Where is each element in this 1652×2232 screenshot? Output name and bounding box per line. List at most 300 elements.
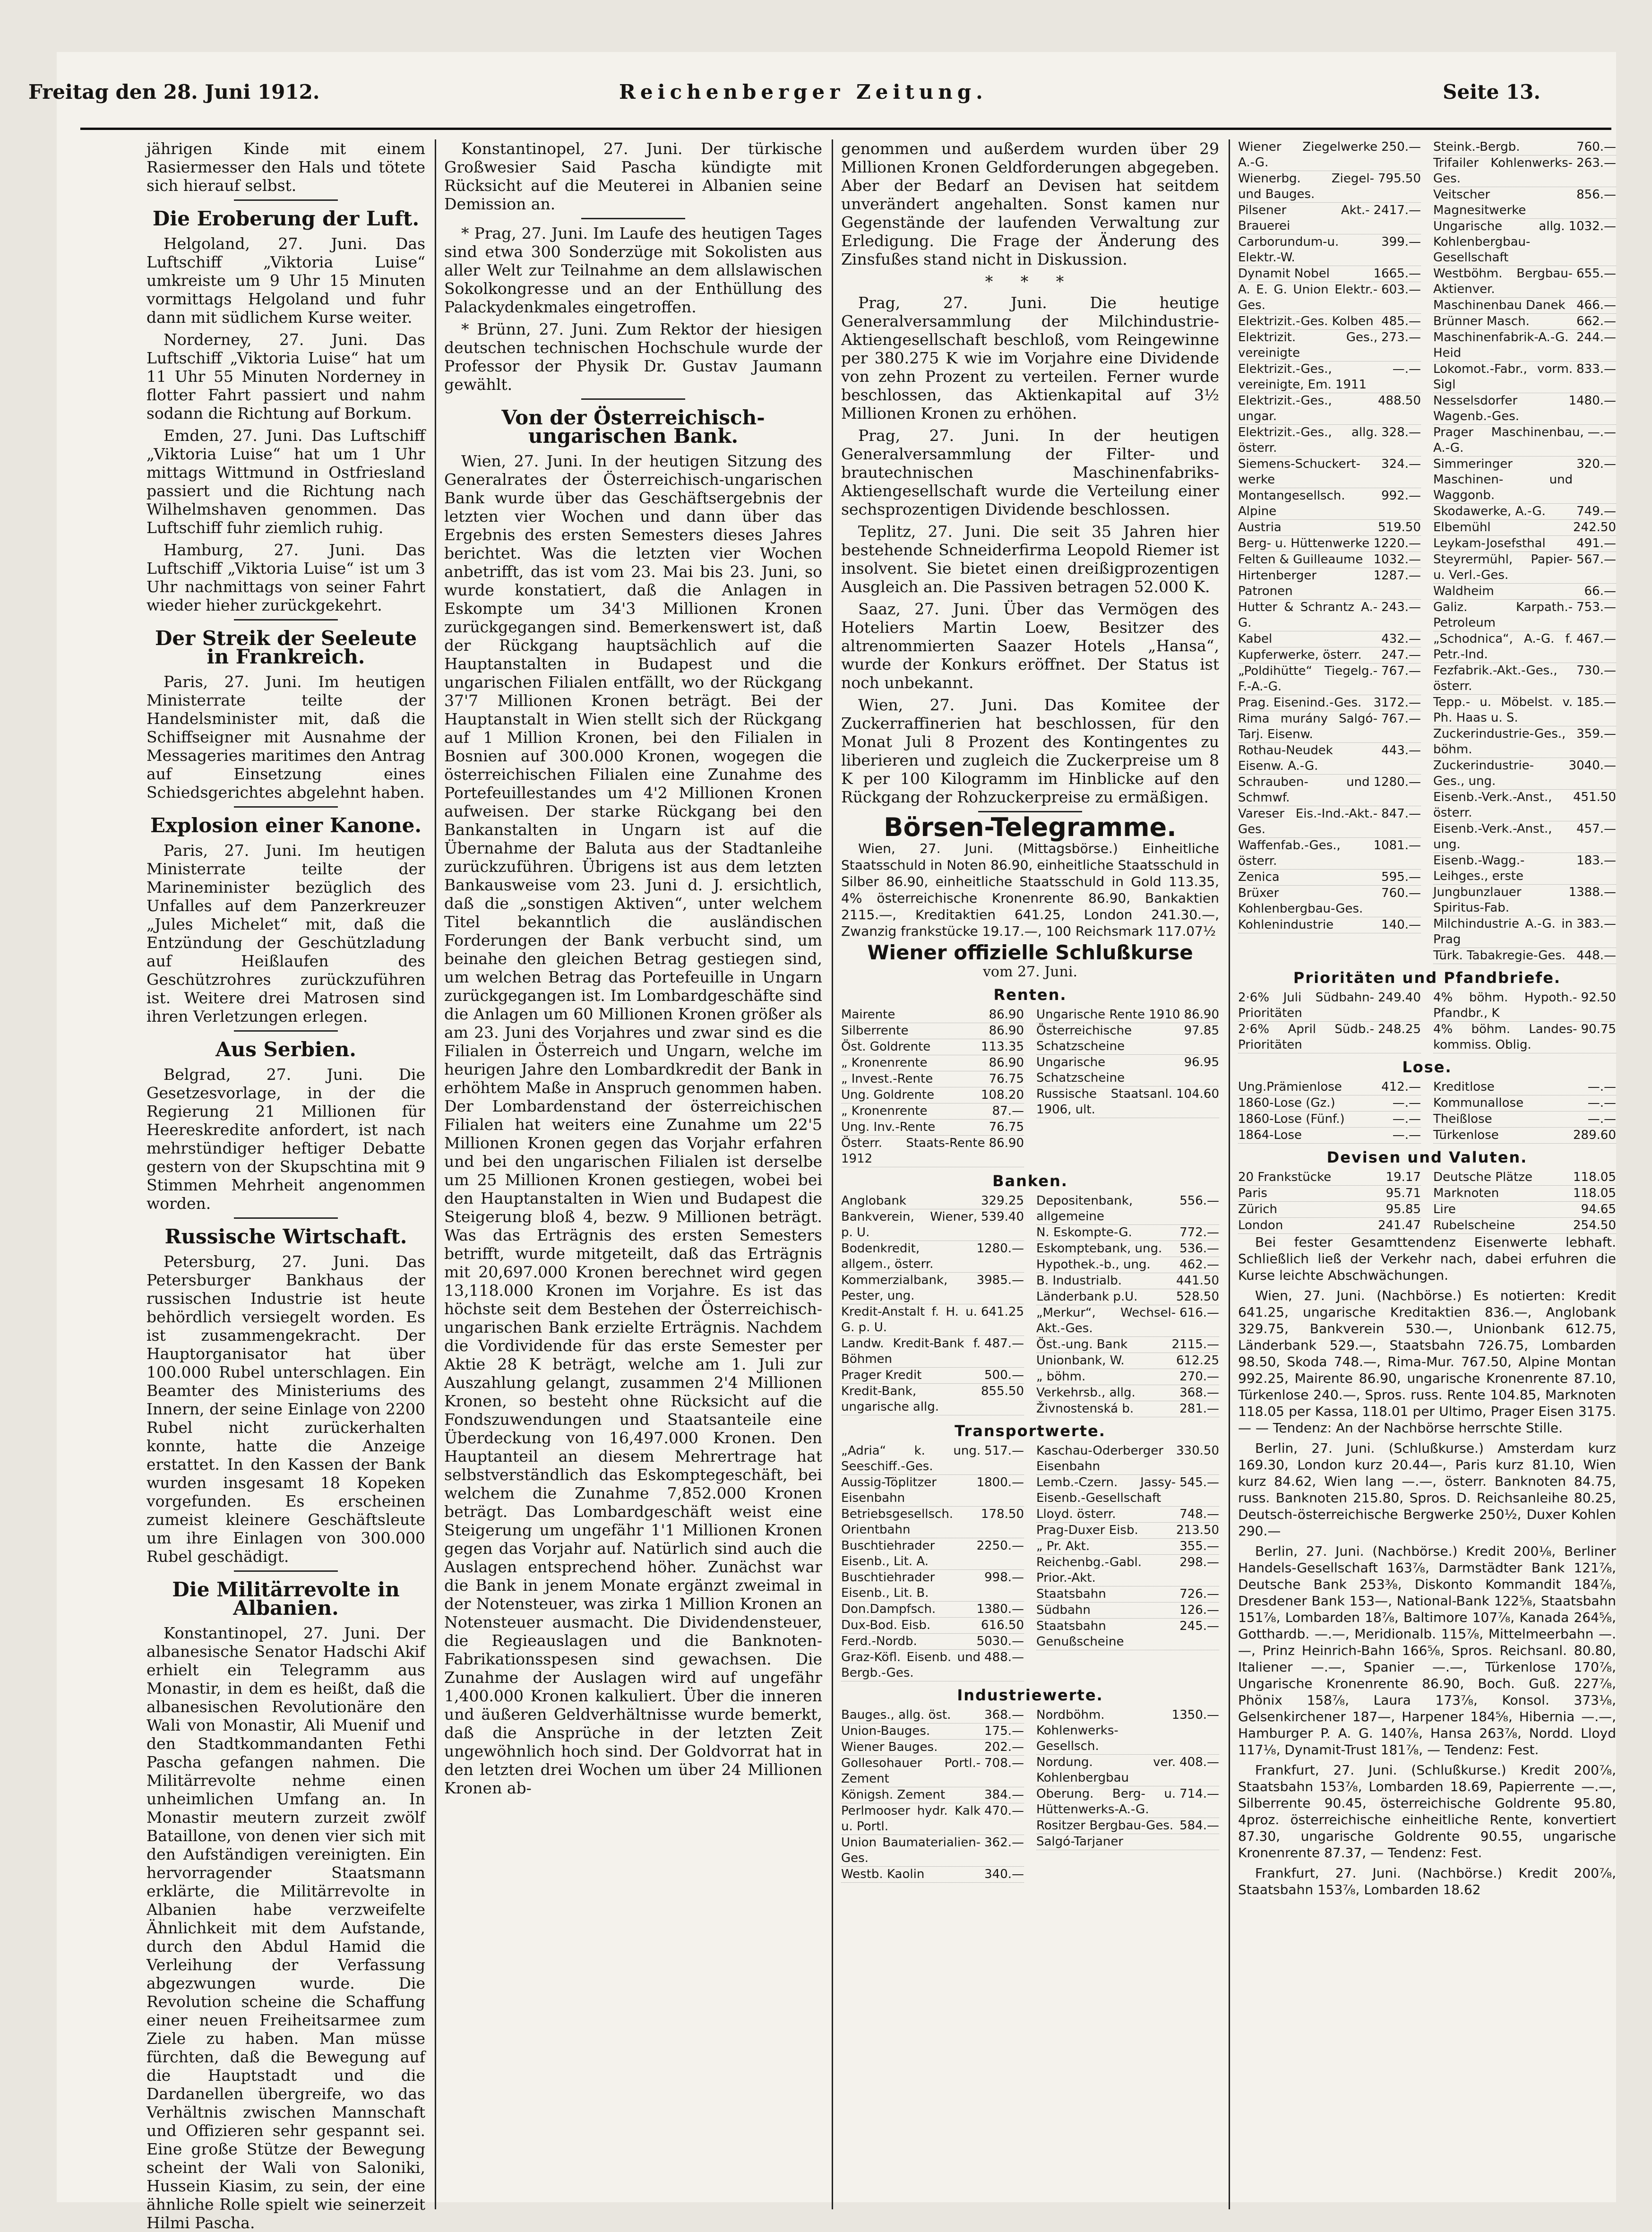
quote-name: Ung. Inv.-Rente [841,1120,936,1134]
quote-row [1238,990,1421,1022]
quote-row [1036,1523,1219,1539]
quote-row [1238,1079,1421,1095]
quote-name: B. Industrialb. [1036,1274,1122,1288]
berlin-schlusskurse: Berlin, 27. Juni. (Schlußkurse.) Amsterdam kurz 169.30, London kurz 20.44—, Paris kurz 81.10, Wien kurz 84.62, Wien lang —.—, österr. Banknoten 84.75, russ. Banknoten 215.80, Spros. D. Reichsanleihe 80.25, Deutsch-österreichische Bergwerke 250½, Duxer Kohlen 290.— [1238,1440,1616,1539]
quote-value: 441.50 [1176,1274,1219,1288]
quote-row [1238,568,1421,600]
quote-name: Skodawerke, A.-G. [1433,504,1546,518]
quote-name: Staatsbahn Genußscheine [1036,1619,1124,1649]
quote-row [841,1618,1024,1634]
column-1 [146,139,425,2232]
quote-name: „ Kronenrente [841,1104,928,1118]
quote-row [1238,1186,1421,1202]
quote-name: Simmeringer Maschinen- und Waggonb. [1433,457,1573,502]
quote-row [841,1835,1024,1867]
quote-value: —.— [1392,1128,1421,1142]
quote-row [1238,203,1421,234]
quote-row [1433,1022,1616,1053]
quote-row [1433,266,1616,298]
quote-name: Eisenb.-Wagg.-Leihges., erste [1433,853,1525,883]
quote-row [1036,1353,1219,1369]
quote-name: Živnostenská b. [1036,1402,1134,1416]
quote-row [841,1650,1024,1681]
quote-value: 612.25 [1176,1353,1219,1368]
quote-value: 491.— [1576,536,1616,551]
quote-name: Wiener Ziegelwerke A.-G. [1238,140,1378,170]
quote-value: 616.50 [981,1618,1024,1632]
quote-name: Maschinenbau Danek [1433,298,1566,312]
quote-row [1238,664,1421,695]
quote-name: „ Pr. Akt. [1036,1539,1090,1553]
quote-name: 1860-Lose (Fünf.) [1238,1112,1345,1126]
quote-name: Ung.Prämienlose [1238,1080,1342,1094]
quote-value: 241.47 [1378,1218,1421,1232]
quote-row [841,1023,1024,1039]
quote-row [1036,1619,1219,1650]
quote-row [1433,1186,1616,1202]
quote-value: 488.— [984,1650,1024,1664]
quote-row [841,1273,1024,1304]
quote-value: 517.— [984,1444,1024,1458]
quote-value: —.— [1392,1096,1421,1110]
quote-value: 1388.— [1568,885,1616,899]
quote-name: Perlmooser hydr. Kalk u. Portl. [841,1804,981,1834]
quote-row [1238,838,1421,870]
quote-value: 340.— [984,1867,1024,1881]
quote-name: „Schodnica“, A.-G. f. Petr.-Ind. [1433,632,1573,662]
quote-value: 298.— [1179,1555,1219,1569]
table-prioritaeten [1238,990,1616,1053]
quote-value: 202.— [984,1740,1024,1754]
quote-value: 243.— [1381,600,1421,614]
quote-row [1433,695,1616,726]
quote-value: 95.85 [1385,1202,1421,1216]
quote-row [841,1570,1024,1602]
article-hamburg: Hamburg, 27. Juni. Das Luftschiff „Viktoria Luise“ ist um 3 Uhr nachmittags von seiner Fahrt wieder hieher zurückgekehrt. [146,541,425,614]
quote-row [1433,916,1616,948]
quote-name: Verkehrsb., allg. [1036,1386,1136,1400]
quote-row [1036,1603,1219,1619]
quote-row [1036,1507,1219,1523]
quote-row [841,1475,1024,1507]
section-renten: Renten. [993,986,1067,1004]
quote-value: 368.— [984,1708,1024,1722]
quote-value: 359.— [1576,727,1616,741]
quote-row [1238,520,1421,536]
quote-value: 1350.— [1171,1708,1219,1722]
quote-value: 767.— [1381,664,1421,678]
header-rule [80,128,1611,130]
heading-streik: Der Streik der Seeleute in Frankreich. [155,627,417,668]
quote-value: 320.— [1576,457,1616,471]
quote-name: Brüxer Kohlenbergbau-Ges. [1238,886,1363,916]
quote-value: 86.90 [1184,1008,1219,1022]
table-industrie [841,1707,1219,1883]
quote-name: Ferd.-Nordb. [841,1634,917,1648]
page-header [28,76,1540,118]
quote-value: 714.— [1179,1787,1219,1801]
quote-value: 384.— [984,1788,1024,1802]
quote-value: 126.— [1179,1603,1219,1617]
quote-name: Länderbank p.U. [1036,1290,1138,1304]
quote-value: 856.— [1576,188,1616,202]
quote-name: Westb. Kaolin [841,1867,925,1881]
quote-name: Königsh. Zement [841,1788,946,1802]
quote-row [1238,425,1421,457]
separator [234,199,338,201]
quote-row [1036,1475,1219,1507]
quote-value: 451.50 [1573,790,1616,804]
article-bruenn: * Brünn, 27. Juni. Zum Rektor der hiesigen deutschen technischen Hochschule wurde der Professor der Physik Dr. Gustav Jaumann gewählt. [444,320,822,394]
quote-row [1238,886,1421,917]
heading-bank: Von der Österreichisch-ungarischen Bank. [501,406,765,448]
quote-name: Prager Maschinenbau, A.-G. [1433,425,1584,455]
quote-row [1433,362,1616,393]
quote-row [1433,1170,1616,1186]
quote-value: 3172.— [1373,696,1421,710]
quote-row [1238,1170,1421,1186]
quote-value: 462.— [1179,1258,1219,1272]
quote-value: 245.— [1179,1619,1219,1633]
article-serbien: Belgrad, 27. Juni. Die Gesetzesvorlage, in der die Regierung 21 Millionen für Heereskredite anfordert, ist nach mehrstündiger heftiger Debatte gestern von der Skupschtina mit 9 Stimmen Mehrheit angenommen worden. [146,1065,425,1213]
quote-name: Kaschau-Oderberger Eisenbahn [1036,1444,1163,1474]
quote-name: Elektrizit.-Ges., vereinigte, Em. 1911 [1238,362,1367,392]
article-milchindustrie: Prag, 27. Juni. Die heutige Generalversammlung der Milchindustrie-Aktiengesellschaft beschloß, vom Reingewinne per 380.275 K wie im Vorjahre eine Dividende von zehn Prozent zu verteilen. Ferner wurde beschlossen, das Aktienkapital auf 3½ Millionen Kronen zu erhöhen. [841,293,1219,422]
quote-name: Reichenbg.-Gabl. Prior.-Akt. [1036,1555,1142,1585]
quote-row [841,1634,1024,1650]
quote-name: Hirtenberger Patronen [1238,569,1317,598]
quote-row [1433,298,1616,314]
quote-name: „Poldihütte“ Tiegelg.-F.-A.-G. [1238,664,1378,694]
quote-name: Türk. Tabakregie-Ges. [1433,948,1566,963]
quote-value: 432.— [1381,632,1421,646]
quote-value: 254.50 [1573,1218,1616,1232]
quote-row [1433,1079,1616,1095]
quote-name: Schrauben- und Schmwf. [1238,775,1370,805]
quote-row [1433,790,1616,821]
quote-row [1036,1337,1219,1353]
quote-name: Buschtiehrader Eisenb., Lit. B. [841,1570,935,1600]
quote-value: 3985.— [976,1273,1024,1287]
quote-row [1433,853,1616,885]
separator [234,619,338,620]
quote-value: 467.— [1576,632,1616,646]
quote-name: 4% böhm. Hypoth.-Pfandbr., K [1433,991,1577,1020]
article-teplitz: Teplitz, 27. Juni. Die seit 35 Jahren hier bestehende Schneiderfirma Leopold Riemer ist insolvent. Sie bietet einen dreißigprozentigen Ausgleich an. Die Passiven betragen 52.000 K. [841,522,1219,596]
quote-name: Buschtiehrader Eisenb., Lit. A. [841,1539,935,1568]
quote-value: 448.— [1576,948,1616,963]
quote-row [841,1007,1024,1023]
quote-name: Gollesohauer Portl.-Zement [841,1756,981,1786]
quote-value: 92.50 [1581,991,1616,1005]
quote-row [1036,1369,1219,1385]
quote-value: 250.— [1381,140,1421,154]
quote-value: 140.— [1381,918,1421,932]
quote-name: Kreditlose [1433,1080,1495,1094]
table-banken [841,1193,1219,1417]
quote-value: 273.— [1381,330,1421,345]
heading-explosion: Explosion einer Kanone. [150,814,422,837]
quote-name: Öst. Goldrente [841,1040,931,1054]
quote-value: 662.— [1576,314,1616,328]
quote-value: 1800.— [976,1475,1024,1490]
quote-value: 213.50 [1176,1523,1219,1537]
quote-name: Elbemühl [1433,520,1491,534]
quote-name: Nordung. ver. Kohlenbergbau [1036,1755,1176,1785]
quote-row [841,1193,1024,1209]
quote-row [841,1304,1024,1336]
quote-value: 726.— [1179,1587,1219,1601]
quote-value: —.— [1587,425,1616,440]
quote-row [1433,600,1616,631]
quote-name: Rositzer Bergbau-Ges. [1036,1818,1174,1833]
quote-name: Rothau-Neudek Eisenw. A.-G. [1238,743,1333,773]
quote-name: Austria [1238,520,1282,534]
article-norderney: Norderney, 27. Juni. Das Luftschiff „Viktoria Luise“ hat um 11 Uhr 55 Minuten Norderney in flotter Fahrt passiert und nahm sodann die Richtung auf Borkum. [146,330,425,422]
quote-row [1238,552,1421,568]
quote-value: 833.— [1576,362,1616,376]
quote-name: Elektrizit.-Ges. Kolben [1238,314,1374,328]
quote-row [1238,139,1421,171]
schlusskurse-date: vom 27. Juni. [982,964,1078,980]
quote-row [841,1120,1024,1136]
quote-name: Carborundum-u. Elektr.-W. [1238,235,1339,265]
quote-name: Tepp.- u. Möbelst. v. Ph. Haas u. S. [1433,695,1573,725]
article-russland: Petersburg, 27. Juni. Das Petersburger Bankhaus der russischen Industrie ist heute behördlich versiegelt worden. Es ist zusammengekracht. Der Hauptorganisator hat über 100.000 Rubel unterschlagen. Ein Beamter des Ministeriums des Innern, der seine Einlage von 2200 Rubel nicht zurückerhalten konnte, hatte die Anzeige erstattet. In den Kassen der Bank wurden insgesamt 18 Kopeken vorgefunden. Es erscheinen zumeist kleinere Geschäftsleute um ihre Einlagen von 300.000 Rubel geschädigt. [146,1252,425,1566]
quote-row [1433,1202,1616,1218]
quote-row [1433,520,1616,536]
quote-name: Kupferwerke, österr. [1238,648,1362,662]
section-industrie: Industriewerte. [957,1686,1103,1704]
article-helgoland: Helgoland, 27. Juni. Das Luftschiff „Viktoria Luise“ umkreiste um 9 Uhr 15 Minuten vormittags Helgoland und fuhr dann mit südlichem Kurse weiter. [146,234,425,327]
quote-name: Veitscher Magnesitwerke [1433,188,1526,217]
quote-name: Österr. Staats-Rente 1912 [841,1136,985,1166]
quote-name: Milchindustrie A.-G. in Prag [1433,917,1573,947]
quote-name: 2·6% Juli Südbahn-Prioritäten [1238,991,1375,1020]
table-devisen [1238,1170,1616,1234]
quote-value: 118.05 [1573,1186,1616,1200]
quote-row [841,1538,1024,1570]
quote-name: Aussig-Töplitzer Eisenbahn [841,1475,937,1505]
quote-value: 1280.— [1373,775,1421,789]
quote-row [1036,1257,1219,1273]
wien-nachboerse: Wien, 27. Juni. (Nachbörse.) Es notierten: Kredit 641.25, ungarische Kreditaktien 836.—, Anglobank 329.75, Bankverein 530.—, Unionbank 612.75, Länderbank 529.—, Staatsbahn 726.75, Lombarden 98.50, Skoda 748.—, Rima-Mur. 767.50, Alpine Montan 992.25, Mairente 86.90, ungarische Kronenrente 87.10, Türkenlose 240.—, Spros. russ. Rente 104.85, Marknoten 118.05 per Kassa, 118.01 per Ultimo, Prager Eisen 3175.— — Tendenz: An der Nachbörse herrschte Stille. [1238,1288,1616,1436]
quote-value: 847.— [1381,807,1421,821]
table-industrie-continued [1238,139,1616,964]
quote-name: Ungarische allg. Kohlenbergbau-Gesellschaft [1433,219,1565,265]
quote-row [1036,1023,1219,1055]
quote-row [1433,155,1616,187]
quote-value: 2250.— [976,1539,1024,1553]
quote-name: Ung. Goldrente [841,1088,935,1102]
article-filter: Prag, 27. Juni. In der heutigen Generalversammlung der Filter- und brautechnischen Maschinenfabriks-Aktiengesellschaft wurde die Verteilung einer sechsprozentigen Dividende beschlossen. [841,426,1219,518]
quote-name: Elektrizit.-Ges., allg. österr. [1238,425,1378,455]
quote-value: —.— [1587,1112,1616,1126]
quote-name: Waffenfab.-Ges., österr. [1238,838,1341,868]
quote-name: Zürich [1238,1202,1277,1216]
quote-value: 748.— [1179,1507,1219,1521]
quote-row [1238,266,1421,282]
quote-name: Russische Staatsanl. 1906, ult. [1036,1087,1173,1117]
quote-row [1433,457,1616,504]
quote-row [1238,282,1421,314]
quote-row [1036,1289,1219,1305]
article-albanien: Konstantinopel, 27. Juni. Der albanesische Senator Hadschi Akif erhielt ein Telegramm aus Monastir, in dem es heißt, daß die albanesischen Revolutionäre den Wali von Monastir, Ali Muenif und den Stadtkommandanten Fethi Pascha gefangen nahmen. Die Militärrevolte nehme einen unheimlichen Umfang an. In Monastir meutern zurzeit zwölf Bataillone, von denen vier sich mit den Aufständigen vereinigten. Ein hervorragender Staatsmann erklärte, die Militärrevolte in Albanien habe verzweifelte Ähnlichkeit mit dem Aufstande, durch den Abdul Hamid die Verleihung der Verfassung abgezwungen wurde. Die Revolution scheine die Schaffung einer neuen Freiheitsarmee zum Ziele zu haben. Man müsse fürchten, daß die Bewegung auf die Hauptstadt und die Dardanellen übergreife, wo das Verhältnis zwischen Mannschaft und Offizieren sehr gespannt sei. Eine große Stütze der Bewegung scheint der Wali von Saloniki, Hussein Kiasim, zu sein, der eine ähnliche Rolle spielt wie seinerzeit Hilmi Pascha. [146,1624,425,2232]
quote-value: 753.— [1576,600,1616,614]
quote-value: 86.90 [989,1008,1024,1022]
quote-value: 539.40 [981,1210,1024,1224]
quote-name: Trifailer Kohlenwerks-Ges. [1433,156,1573,186]
quote-value: —.— [1392,1112,1421,1126]
quote-value: 584.— [1179,1818,1219,1833]
quote-value: 760.— [1576,140,1616,154]
quote-name: Prag-Duxer Eisb. [1036,1523,1138,1537]
quote-name: Jungbunzlauer Spiritus-Fab. [1433,885,1522,915]
quote-value: 616.— [1179,1306,1219,1320]
quote-row [1238,711,1421,743]
quote-value: 113.35 [981,1040,1024,1054]
quote-value: 90.75 [1581,1022,1616,1036]
quote-row [1433,330,1616,362]
quote-name: Ungarische Schatzscheine [1036,1055,1125,1085]
quote-value: 470.— [984,1804,1024,1818]
quote-value: 328.— [1381,425,1421,440]
quote-row [1036,1707,1219,1755]
quote-name: Prag. Eisenind.-Ges. [1238,696,1362,710]
quote-row [841,1103,1024,1120]
quote-row [841,1241,1024,1273]
quote-name: Elektrizit. Ges., vereinigte [1238,330,1378,360]
quote-value: 408.— [1179,1755,1219,1769]
section-banken: Banken. [992,1172,1068,1190]
quote-row [841,1055,1024,1071]
quote-name: Anglobank [841,1194,906,1208]
quote-name: 4% böhm. Landes-kommiss. Oblig. [1433,1022,1577,1052]
quote-name: Kabel [1238,632,1273,646]
article-emden: Emden, 27. Juni. Das Luftschiff „Viktoria Luise“ hat um 1 Uhr mittags Wittmund in Ostfriesland passiert und die Richtung nach Wilhelmshaven genommen. Das Luftschiff fuhr ziemlich ruhig. [146,426,425,537]
quote-row [1036,1401,1219,1417]
quote-name: Lokomot.-Fabr., vorm. Sigl [1433,362,1573,392]
quote-row [841,1071,1024,1087]
quote-value: 104.60 [1176,1087,1219,1101]
quote-row [841,1707,1024,1724]
quote-value: 97.85 [1184,1024,1219,1038]
quote-row [1433,393,1616,425]
quote-value: 3040.— [1568,758,1616,773]
quote-row [1036,1007,1219,1023]
stars-separator: * * * [985,272,1076,291]
quote-row [1433,726,1616,758]
quote-value: 595.— [1381,870,1421,884]
quote-value: 760.— [1381,886,1421,900]
quote-value: 324.— [1381,457,1421,471]
quote-value: 96.95 [1184,1055,1219,1069]
article-intro: jährigen Kinde mit einem Rasiermesser den Hals und tötete sich hierauf selbst. [146,139,425,195]
column-divider [1229,139,1230,2209]
quote-row [1238,1095,1421,1112]
quote-row [1433,504,1616,520]
quote-row [1238,600,1421,631]
quote-value: —.— [1587,1080,1616,1094]
quote-value: 362.— [984,1836,1024,1850]
column-divider [435,139,436,2209]
quote-row [1238,171,1421,203]
quote-row [1433,552,1616,584]
quote-name: Leykam-Josefsthal [1433,536,1546,551]
berlin-nachboerse: Berlin, 27. Juni. (Nachbörse.) Kredit 200⅛, Berliner Handels-Gesellschaft 163⅞, Darmstädter Bank 121⅞, Deutsche Bank 253⅜, Diskonto Kommandit 184⅞, Dresdener Bank 153—, National-Bank 122⅝, Staatsbahn 151⅞, Lombarden 18⅞, Baltimore 107⅞, Kanada 264⅝, Gotthardb. —.—, Meridionalb. 115⅞, Mittelmeerbahn —.—, Prinz Heinrich-Bahn 166⅝, Spros. Reichsanl. 80.80, Italiener —.—, Spanier —.—, Türkenlose 170⅞, Ungarische Kronenrente 86.90, Boch. Guß. 227⅞, Phönix 158⅞, Laura 173⅞, Konsol. 373⅛, Gelsenkirchener 187—, Harpener 184⅝, Hibernia —.—, Hamburger P. A. G. 140⅞, Hansa 263⅞, Nordd. Lloyd 117⅛, Dynamit-Trust 181⅞, — Tendenz: Fest. [1238,1543,1616,1758]
quote-name: Union-Bauges. [841,1724,930,1738]
quote-row [841,1136,1024,1167]
quote-name: London [1238,1218,1283,1232]
quote-row [1238,917,1421,933]
quote-value: 536.— [1179,1241,1219,1256]
quote-value: 2115.— [1171,1337,1219,1352]
quote-row [1433,139,1616,155]
quote-row [1433,990,1616,1022]
quote-value: 655.— [1576,267,1616,281]
quote-name: Zuckerindustrie-Ges., böhm. [1433,727,1566,757]
quote-row [1036,1273,1219,1289]
quote-name: Zuckerindustrie-Ges., ung. [1433,758,1534,788]
quote-value: 95.71 [1385,1186,1421,1200]
quote-row [841,1507,1024,1538]
quote-row [1238,806,1421,838]
quote-value: 412.— [1381,1080,1421,1094]
quote-row [841,1724,1024,1740]
quote-value: 66.— [1584,584,1616,598]
quote-value: 5030.— [976,1634,1024,1648]
quote-name: Rubelscheine [1433,1218,1515,1232]
quote-name: Maschinenfabrik-A.-G. Heid [1433,330,1569,360]
column-2 [444,139,822,2209]
quote-name: „Adria“ k. ung. Seeschiff.-Ges. [841,1444,981,1474]
quote-value: 289.60 [1573,1128,1616,1142]
quote-value: 1032.— [1568,219,1616,233]
quote-row [1433,1218,1616,1234]
quote-value: 749.— [1576,504,1616,518]
quote-row [841,1087,1024,1103]
quote-name: Siemens-Schuckert-werke [1238,457,1360,487]
quote-value: 1665.— [1373,267,1421,281]
quote-row [1238,536,1421,552]
quote-name: Prager Kredit [841,1368,922,1382]
quote-name: Kredit-Bank, ungarische allg. [841,1384,939,1414]
separator [234,1570,338,1572]
quote-name: A. E. G. Union Elektr.-Ges. [1238,283,1378,312]
quote-row [1433,631,1616,663]
quote-row [1036,1086,1219,1118]
quote-name: Steink.-Bergb. [1433,140,1520,154]
column-3 [841,139,1219,2209]
quote-row [1238,488,1421,520]
quote-row [1433,314,1616,330]
quote-name: Südbahn [1036,1603,1091,1617]
quote-name: Öst.-ung. Bank [1036,1337,1128,1352]
quote-value: 1287.— [1373,569,1421,583]
quote-row [1238,1202,1421,1218]
table-transport [841,1443,1219,1681]
quote-value: 457.— [1576,822,1616,836]
quote-value: 330.50 [1176,1444,1219,1458]
separator [581,398,685,400]
quote-name: Westböhm. Bergbau-Aktienver. [1433,267,1573,296]
quote-value: 795.50 [1378,172,1421,186]
quote-name: „ Invest.-Rente [841,1072,933,1086]
quote-value: 767.— [1381,712,1421,726]
quote-value: 244.— [1576,330,1616,345]
quote-row [841,1740,1024,1756]
quote-name: „ Kronenrente [841,1056,928,1070]
